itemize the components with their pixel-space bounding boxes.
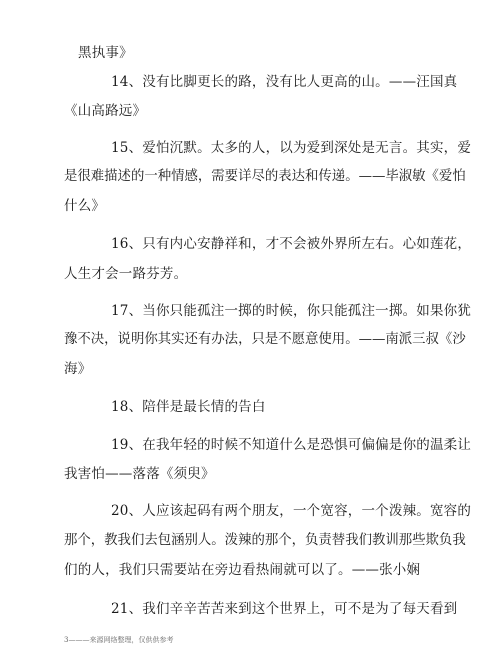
text-line: 什么》 — [64, 198, 106, 214]
text-line: 21、我们辛辛苦苦来到这个世界上，可不是为了每天看到 — [111, 601, 458, 617]
text-line: 19、在我年轻的时候不知道什么是恐惧可偏偏是你的温柔让 — [111, 437, 472, 453]
text-line: 18、陪伴是最长情的告白 — [111, 399, 266, 415]
text-line: 14、没有比脚更长的路，没有比人更高的山。——汪国真 — [111, 74, 458, 90]
text-line: 海》 — [64, 361, 92, 377]
text-line: 17、当你只能孤注一掷的时候，你只能孤注一掷。如果你犹 — [111, 303, 472, 319]
text-line: 人生才会一路芬芳。 — [64, 266, 188, 282]
text-line: 我害怕——落落《须臾》 — [64, 466, 215, 482]
text-line: 黑执事》 — [78, 45, 133, 61]
text-line: 豫不决，说明你其实还有办法，只是不愿意使用。——南派三叔《沙 — [64, 332, 466, 347]
text-line: 20、人应该起码有两个朋友，一个宽容，一个泼辣。宽容的 — [111, 503, 472, 519]
text-line: 15、爱怕沉默。太多的人，以为爱到深处是无言。其实，爱 — [111, 140, 472, 156]
text-line: 《山高路远》 — [64, 103, 147, 119]
text-line: 16、只有内心安静祥和，才不会被外界所左右。心如莲花， — [111, 236, 472, 252]
text-line: 们的人，我们只需要站在旁边看热闹就可以了。——张小娴 — [64, 562, 421, 578]
text-line: 那个，教我们去包涵别人。泼辣的那个，负责替我们教训那些欺负我 — [64, 533, 466, 548]
text-line: 是很难描述的一种情感，需要详尽的表达和传递。——毕淑敏《爱怕 — [64, 169, 466, 184]
page-footer: 3———来源网络整理，仅供供参考 — [64, 636, 174, 644]
